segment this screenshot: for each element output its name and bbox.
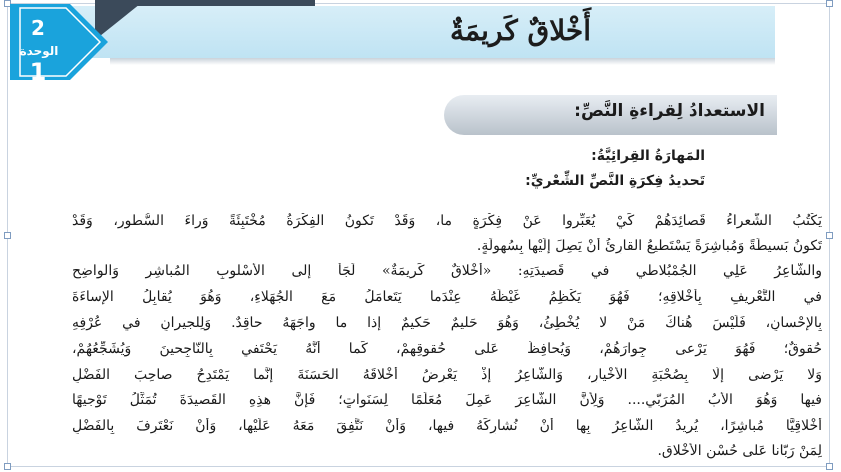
body-line: بِالإِحْسانِ، فَلَيْسَ هُناكَ مَنْ لا يُخْطِئُ، وَهُوَ حَليمٌ حَكيمٌ إِذا ما واجَهَهُ حاقِدٌ. وَلِلجيرانِ في عُرْفِهِ <box>72 315 822 331</box>
badge-number-bottom: 1 <box>29 58 47 86</box>
body-line: لِمَنْ رَبّانا عَلى حُسْنِ الأَخْلاقِ. <box>657 443 822 459</box>
resize-handle-right-middle[interactable] <box>826 232 833 239</box>
body-line: وَلا يَرْضى إِلّا بِصُحْبَةِ الأَخْيارِ، وَالشّاعِرُ إِذْ يَعْرِضُ أَخْلاقَهُ الحَسَنَةَ إِنَّما يَمْتَدِحُ صاحِبَ الفَضْلِ <box>72 367 822 383</box>
body-line: حُقوقٌ؛ فَهُوَ يَرْعى جِوارَهُمْ، وَيُحافِظُ عَلى حُقوقِهِمْ، كَما أَنَّهُ يَحْتَفي بِالنّاجِحينَ وَيُشَجِّعُهُمْ، <box>72 341 822 357</box>
unit-badge <box>10 4 108 80</box>
badge-unit-label: الوحدة <box>19 44 59 58</box>
body-line: أَخْلاقِيًّا مُباشِرًا، يُريدُ الشّاعِرُ بِها أَنْ نُشارِكَهُ فيها، وَأَنْ نَتَّفِقَ مَعَهُ عَلَيْها، وَأَنْ نَعْتَرِفَ بِالفَضْلِ <box>72 418 822 434</box>
body-line: والشّاعِرُ عَلِي الجُمْبُلاطي في قَصيدَتِهِ: «أَخْلاقٌ كَريمَةٌ» لَجَأَ إِلى الأُسْلوبِ المُباشِرِ وَالواضِحِ <box>72 263 822 279</box>
title-band <box>45 6 775 58</box>
resize-handle-top-right[interactable] <box>826 0 833 7</box>
section-heading: الاستعدادُ لِقراءةِ النَّصِّ: <box>574 101 765 121</box>
skill-label: المَهارَةُ القِرائِيَّةُ: <box>591 148 705 164</box>
skill-value: تَحديدُ فِكرَةِ النَّصِّ الشِّعْريِّ: <box>525 173 705 189</box>
resize-handle-bottom-right[interactable] <box>826 463 833 470</box>
body-line: في التَّعْريفِ بِأَخْلاقِهِ؛ فَهُوَ يَكْظِمُ غَيْظَهُ عِنْدَما يَتَعامَلُ مَعَ الجُهَلاءِ، وَهُوَ يُقابِلُ الإِساءَةَ <box>72 289 822 305</box>
body-line: يَكْتُبُ الشُّعراءُ قَصائِدَهُمْ كَيْ يُعَبِّروا عَنْ فِكْرَةٍ ما، وَقَدْ تَكونُ الفِكْرَةُ مُخْتَبِئَةً وَراءَ السُّطورِ، وَقَدْ <box>72 213 822 229</box>
body-line: فيها وَهُوَ الأَبُ المُرَبّي.... وَلِأَنَّ الشّاعِرَ عَمِلَ مُعَلِّمًا لِسَنَواتٍ؛ فَإِنَّ هذِهِ القَصيدَةَ تُمَثِّلُ تَوْجيهًا <box>72 392 822 408</box>
badge-number-top: 2 <box>31 16 45 40</box>
resize-handle-bottom-left[interactable] <box>4 463 11 470</box>
page-title: أَخْلاقٌ كَريمَةٌ <box>449 14 591 47</box>
title-band-shadow <box>110 58 775 65</box>
resize-handle-left-middle[interactable] <box>4 232 11 239</box>
body-line: تَكونُ بَسيطَةً وَمُباشِرَةً يَسْتَطيعُ القارِئُ أَنْ يَصِلَ إِلَيْها بِسُهولَةٍ. <box>476 238 822 254</box>
